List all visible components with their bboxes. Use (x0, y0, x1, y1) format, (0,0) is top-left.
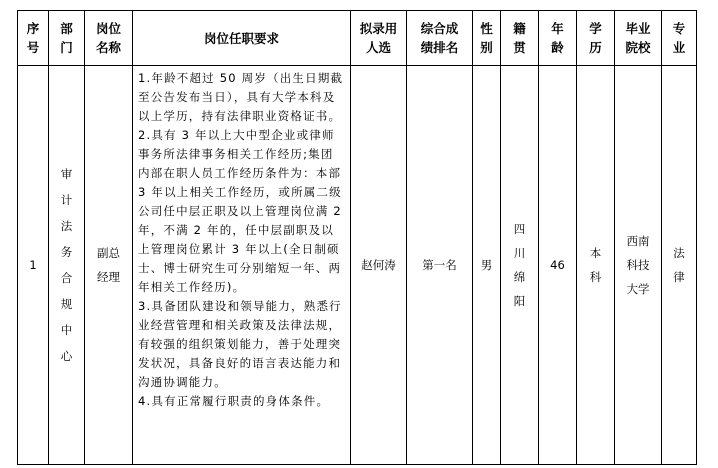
cell-education: 本科 (577, 66, 615, 465)
header-position: 岗位名称 (85, 11, 133, 66)
cell-requirements (133, 66, 351, 465)
requirement-item: 1.年龄不超过 50 周岁（出生日期截至公告发布当日），具有大学本科及以上学历，持有法律职业资格证书。 (138, 71, 344, 123)
header-candidate: 拟录用人选 (351, 11, 407, 66)
cell-age: 46 (539, 66, 577, 465)
cell-rank: 第一名 (407, 66, 473, 465)
header-school: 毕业院校 (615, 11, 662, 66)
header-dept: 部门 (49, 11, 85, 66)
header-requirements: 岗位任职要求 (133, 11, 351, 66)
cell-gender: 男 (473, 66, 501, 465)
header-row (18, 11, 697, 66)
cell-major: 法律 (662, 66, 697, 465)
header-major: 专业 (662, 11, 697, 66)
requirement-item: 3.具备团队建设和领导能力，熟悉行业经营管理和相关政策及法律法规，有较强的组织策划能力，善于处理突发状况，具备良好的语言表达能力和沟通协调能力。 (138, 299, 342, 389)
header-rank: 综合成绩排名 (407, 11, 473, 66)
cell-position: 副总经理 (85, 66, 133, 465)
cell-origin: 四川绵阳 (501, 66, 539, 465)
requirement-item: 2.具有 3 年以上大中型企业或律师事务所法律事务相关工作经历;集团内部在职人员工作经历条件为：本部 3 年以上相关工作经历，或所属二级公司任中层正职及以上管理岗位满 2 年，不满 2 年的，任中层副职及以上管理岗位累计 3 年以上(全日制硕士、博士研究生可分别缩短一年、两年相关工作经历)。 (138, 128, 342, 294)
cell-dept: 审计法务合规中心 (49, 66, 85, 465)
table-row (18, 66, 697, 465)
requirement-item: 4.具有正常履行职责的身体条件。 (138, 394, 330, 408)
cell-seq: 1 (18, 66, 49, 465)
cell-school: 西南科技大学 (615, 66, 662, 465)
header-origin: 籍贯 (501, 11, 539, 66)
header-age: 年龄 (539, 11, 577, 66)
header-gender: 性别 (473, 11, 501, 66)
header-education: 学历 (577, 11, 615, 66)
header-seq: 序号 (18, 11, 49, 66)
cell-candidate: 赵何涛 (351, 66, 407, 465)
recruitment-table (17, 10, 697, 465)
